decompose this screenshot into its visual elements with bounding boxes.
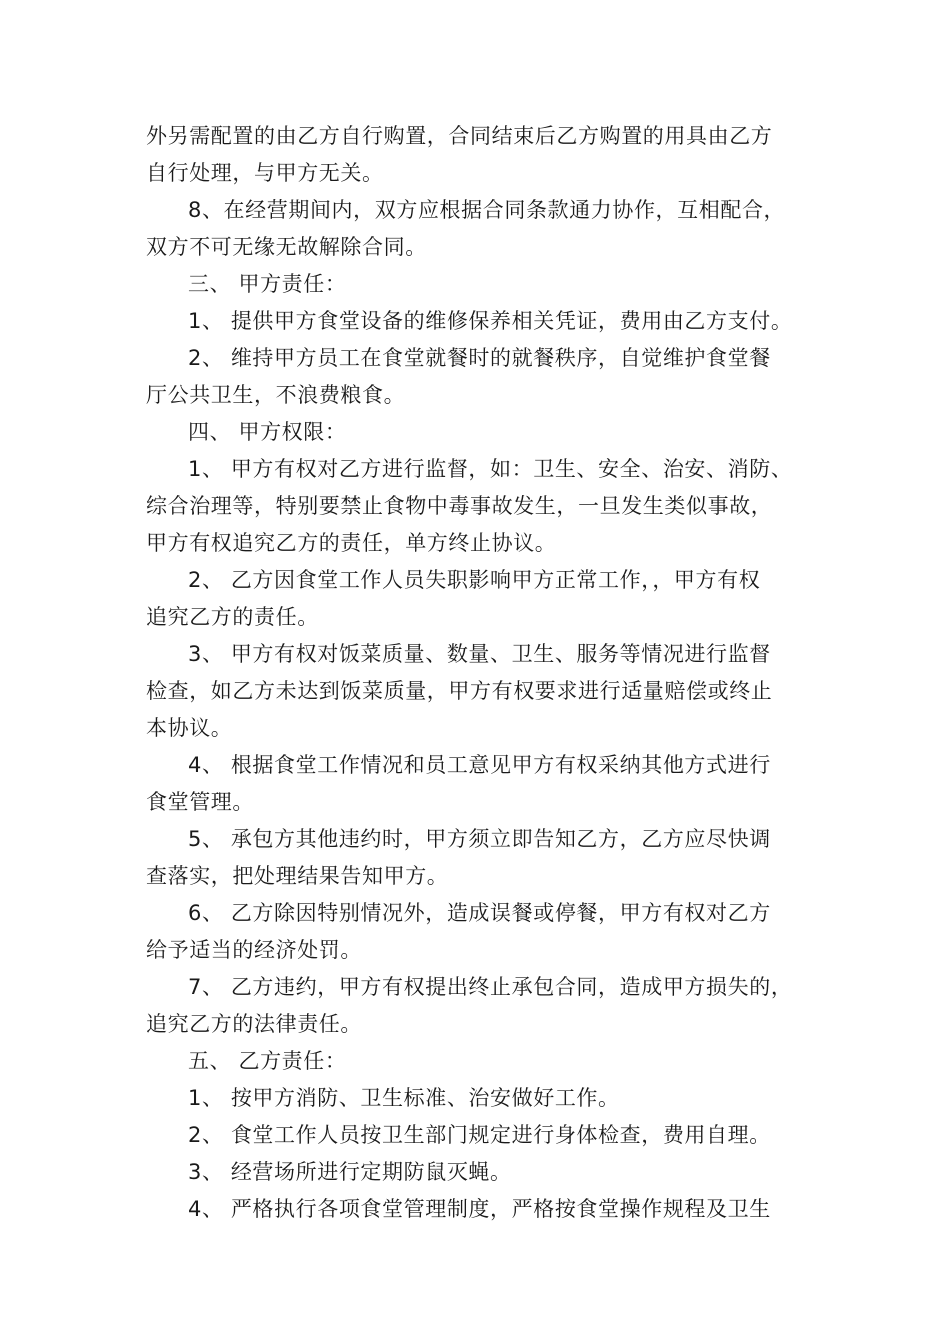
section-heading: 三、 甲方责任： <box>188 272 347 296</box>
text-line: 8、在经营期间内，双方应根据合同条款通力协作，互相配合， <box>188 198 786 222</box>
section-heading: 四、 甲方权限： <box>188 420 347 444</box>
text-line: 7、 乙方违约，甲方有权提出终止承包合同，造成甲方损失的， <box>188 975 793 999</box>
text-line: 外另需配置的由乙方自行购置，合同结束后乙方购置的用具由乙方 <box>146 124 773 148</box>
text-line: 1、 提供甲方食堂设备的维修保养相关凭证，费用由乙方支付。 <box>188 309 793 333</box>
text-line: 双方不可无缘无故解除合同。 <box>146 235 427 259</box>
text-line: 厅公共卫生，不浪费粮食。 <box>146 383 406 407</box>
text-line: 甲方有权追究乙方的责任，单方终止协议。 <box>146 531 557 555</box>
text-line: 追究乙方的法律责任。 <box>146 1012 362 1036</box>
text-line: 检查，如乙方未达到饭菜质量，甲方有权要求进行适量赔偿或终止 <box>146 679 773 703</box>
text-line: 综合治理等，特别要禁止食物中毒事故发生，一旦发生类似事故， <box>146 494 773 518</box>
text-line: 1、 按甲方消防、卫生标准、治安做好工作。 <box>188 1086 620 1110</box>
text-line: 给予适当的经济处罚。 <box>146 938 362 962</box>
text-line: 2、 维持甲方员工在食堂就餐时的就餐秩序，自觉维护食堂餐 <box>188 346 771 370</box>
text-line: 3、 甲方有权对饭菜质量、数量、卫生、服务等情况进行监督 <box>188 642 771 666</box>
text-line: 4、 根据食堂工作情况和员工意见甲方有权采纳其他方式进行 <box>188 753 771 777</box>
text-line: 自行处理，与甲方无关。 <box>146 161 384 185</box>
text-line: 6、 乙方除因特别情况外，造成误餐或停餐，甲方有权对乙方 <box>188 901 771 925</box>
text-line: 2、 食堂工作人员按卫生部门规定进行身体检查，费用自理。 <box>188 1123 771 1147</box>
text-line: 本协议。 <box>146 716 233 740</box>
section-heading: 五、 乙方责任： <box>188 1049 347 1073</box>
text-line: 1、 甲方有权对乙方进行监督，如：卫生、安全、治安、消防、 <box>188 457 793 481</box>
text-line: 5、 承包方其他违约时，甲方须立即告知乙方，乙方应尽快调 <box>188 827 771 851</box>
text-line: 4、 严格执行各项食堂管理制度，严格按食堂操作规程及卫生 <box>188 1197 771 1221</box>
text-line: 查落实，把处理结果告知甲方。 <box>146 864 449 888</box>
text-line: 3、 经营场所进行定期防鼠灭蝇。 <box>188 1160 512 1184</box>
text-line: 食堂管理。 <box>146 790 254 814</box>
text-line: 追究乙方的责任。 <box>146 605 319 629</box>
text-line: 2、 乙方因食堂工作人员失职影响甲方正常工作，，甲方有权 <box>188 568 761 592</box>
